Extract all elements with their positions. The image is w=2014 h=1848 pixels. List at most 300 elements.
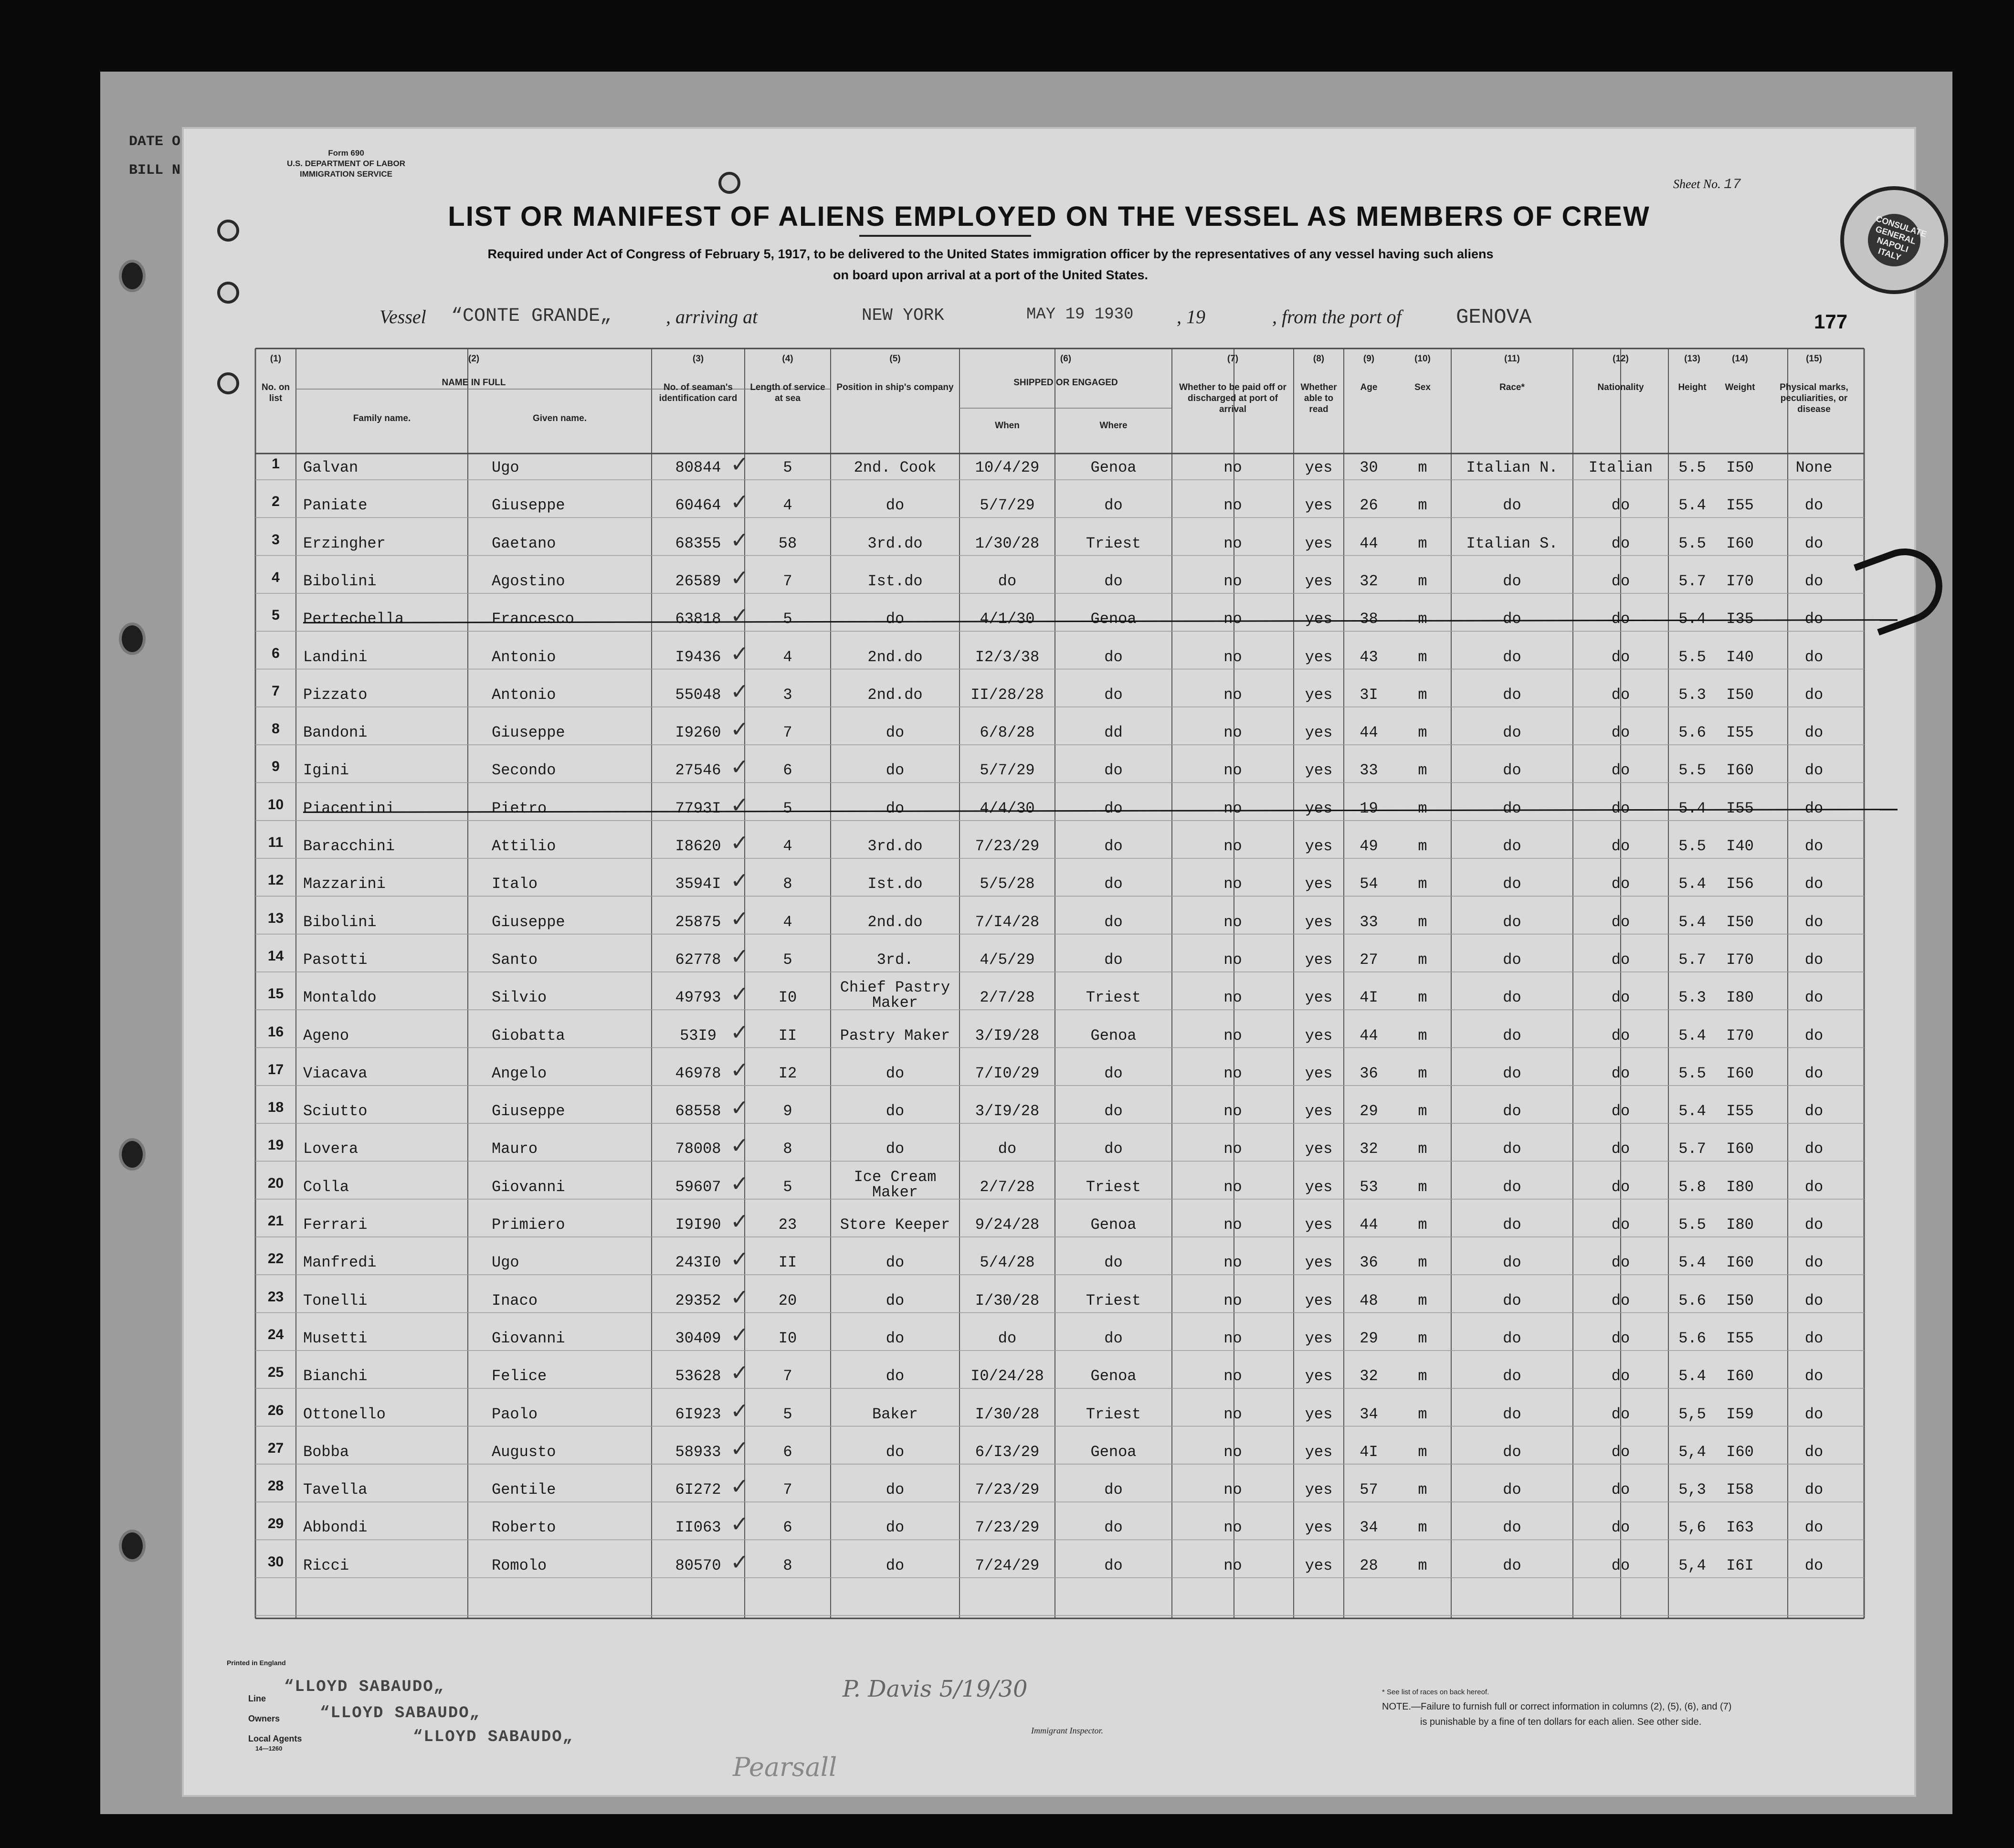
cell-position: Ice Cream Maker [854,1168,937,1201]
cell-position: do [886,1102,905,1120]
cell-where: do [1104,1519,1123,1537]
cell-nationality: do [1611,875,1630,893]
cell-marks: do [1804,534,1824,552]
cell-weight: I6I [1726,1556,1754,1574]
cell-no: 10 [267,796,284,813]
cell-height: 5.6 [1678,1291,1706,1309]
signature-pearsall: Pearsall [733,1752,837,1782]
cell-service: 7 [783,1367,792,1385]
cell-given: Gaetano [492,534,556,552]
cell-family: Ottonello [303,1405,386,1423]
back-sheet-date-stub: DATE O [129,134,181,150]
cell-family: Ageno [303,1026,349,1045]
cell-service: 20 [778,1291,797,1309]
cell-service: 5 [783,799,792,817]
cell-weight: I80 [1726,989,1754,1007]
cell-height: 5.4 [1678,610,1706,628]
column-number-c6: (6) [1060,354,1072,364]
cell-read: yes [1305,1026,1333,1045]
cell-marks: do [1804,1329,1824,1347]
cell-service: 58 [778,534,797,552]
cell-marks: do [1804,1216,1824,1234]
cell-position: 3rd.do [867,837,923,855]
cell-service: 8 [783,875,792,893]
cell-read: yes [1305,950,1333,969]
cell-marks: do [1804,1481,1824,1499]
cell-age: 29 [1360,1102,1378,1120]
cell-card: I9436 [675,648,721,666]
cell-service: 5 [783,1405,792,1423]
cell-paid: no [1223,1140,1242,1158]
cell-height: 5.7 [1678,950,1706,969]
cell-read: yes [1305,1102,1333,1120]
cell-card: I8620 [675,837,721,855]
cell-when: I0/24/28 [970,1367,1044,1385]
cell-sex: m [1418,913,1427,931]
cell-age: 44 [1360,724,1378,742]
cell-no: 30 [267,1553,284,1570]
punch-hole-icon [122,1141,143,1168]
cell-nationality: do [1611,1329,1630,1347]
printed-in: Printed in England [227,1659,286,1667]
cell-given: Ugo [492,459,519,476]
from-port-label: , from the port of [1272,306,1402,327]
subtitle-line-1: Required under Act of Congress of February 5, 1917, to be delivered to the United States immigration officer by the representatives of any vessel having such aliens [487,247,1494,261]
cell-age: 48 [1360,1291,1378,1309]
checkmark-icon: ✓ [730,1360,749,1386]
cell-family: Galvan [303,459,359,476]
cell-race: do [1503,1405,1521,1423]
cell-race: do [1503,1178,1521,1196]
cell-card: 53628 [675,1367,721,1385]
cell-nationality: do [1611,496,1630,515]
cell-age: 57 [1360,1481,1378,1499]
vessel-name: “CONTE GRANDE„ [451,306,612,327]
cell-service: 5 [783,950,792,969]
cell-weight: I60 [1726,1367,1754,1385]
cell-height: 5,4 [1678,1556,1706,1574]
cell-read: yes [1305,1178,1333,1196]
cell-nationality: do [1611,799,1630,817]
cell-family: Tavella [303,1481,368,1499]
cell-when: 4/1/30 [980,610,1035,628]
cell-given: Silvio [492,989,547,1007]
cell-nationality: do [1611,1254,1630,1272]
cell-no: 26 [267,1402,284,1418]
cell-position: do [886,724,905,742]
cell-sex: m [1418,1329,1427,1347]
checkmark-icon: ✓ [730,867,749,894]
cell-card: I9260 [675,724,721,742]
cell-given: Mauro [492,1140,538,1158]
cell-age: 34 [1360,1405,1378,1423]
cell-position: Pastry Maker [840,1026,950,1045]
column-number-c4: (4) [782,354,793,364]
cell-no: 9 [272,759,280,775]
cell-service: 6 [783,1443,792,1461]
cell-no: 19 [267,1137,284,1153]
punch-hole-icon [122,1532,143,1559]
cell-family: Bandoni [303,724,368,742]
cell-sex: m [1418,686,1427,704]
cell-weight: I63 [1726,1519,1754,1537]
cell-nationality: do [1611,724,1630,742]
cell-where: do [1104,1102,1123,1120]
cell-when: 5/5/28 [980,875,1035,893]
cell-position: do [886,610,905,628]
column-header-when: When [995,421,1020,431]
column-header-c3: No. of seaman's identification card [659,382,738,403]
cell-when: I/30/28 [975,1405,1040,1423]
cell-race: do [1503,1026,1521,1045]
cell-card: 243I0 [675,1254,721,1272]
column-header-c2: NAME IN FULL [442,378,506,388]
cell-weight: I50 [1726,686,1754,704]
cell-nationality: do [1611,1556,1630,1574]
cell-height: 5.5 [1678,1216,1706,1234]
owners-value: “LLOYD SABAUDO„ [320,1704,481,1722]
cell-read: yes [1305,1329,1333,1347]
cell-card: 78008 [675,1140,721,1158]
cell-card: 55048 [675,686,721,704]
cell-when: 7/23/29 [975,837,1040,855]
cell-paid: no [1223,1405,1242,1423]
cell-service: 4 [783,648,792,666]
cell-when: I/30/28 [975,1291,1040,1309]
cell-marks: do [1804,761,1824,780]
cell-family: Manfredi [303,1254,377,1272]
checkmark-icon: ✓ [730,1208,749,1234]
cell-given: Giuseppe [492,1102,565,1120]
cell-age: 53 [1360,1178,1378,1196]
cell-nationality: do [1611,913,1630,931]
cell-no: 4 [272,569,280,585]
cell-age: 33 [1360,913,1378,931]
cell-read: yes [1305,1443,1333,1461]
cell-weight: I56 [1726,875,1754,893]
cell-service: 4 [783,496,792,515]
cell-no: 21 [267,1213,284,1229]
cell-sex: m [1418,1254,1427,1272]
cell-race: Italian S. [1466,534,1558,552]
cell-given: Santo [492,950,538,969]
cell-no: 25 [267,1364,284,1381]
cell-card: 25875 [675,913,721,931]
fine-note-1: NOTE.—Failure to furnish full or correct information in columns (2), (5), (6), and (7) [1382,1701,1732,1712]
cell-marks: do [1804,837,1824,855]
cell-no: 27 [267,1440,284,1456]
cell-when: 2/7/28 [980,1178,1035,1196]
races-note: * See list of races on back hereof. [1382,1688,1489,1696]
cell-weight: I60 [1726,534,1754,552]
checkmark-icon: ✓ [730,1132,749,1159]
cell-service: 5 [783,1178,792,1196]
cell-when: do [998,1140,1017,1158]
cell-no: 13 [267,910,284,926]
cell-service: 5 [783,610,792,628]
cell-family: Abbondi [303,1519,368,1537]
cell-marks: do [1804,572,1824,590]
document-title: LIST OR MANIFEST OF ALIENS EMPLOYED ON THE VESSEL AS MEMBERS OF CREW [448,201,1650,232]
cell-where: do [1104,1140,1123,1158]
cell-position: do [886,1481,905,1499]
cell-race: do [1503,875,1521,893]
cell-position: do [886,1519,905,1537]
cell-no: 7 [272,683,280,699]
checkmark-icon: ✓ [730,981,749,1007]
cell-family: Colla [303,1178,349,1196]
fine-note-2: is punishable by a fine of ten dollars for each alien. See other side. [1420,1717,1702,1727]
cell-nationality: do [1611,950,1630,969]
cell-card: 63818 [675,610,721,628]
cell-age: 32 [1360,1140,1378,1158]
cell-no: 3 [272,531,280,548]
column-number-c10: (10) [1414,354,1431,364]
inspector-signature: P. Davis 5/19/30 [843,1676,1028,1702]
cell-family: Sciutto [303,1102,368,1120]
checkmark-icon: ✓ [730,527,749,553]
cell-height: 5.3 [1678,686,1706,704]
cell-height: 5.8 [1678,1178,1706,1196]
checkmark-icon: ✓ [730,678,749,704]
cell-nationality: do [1611,686,1630,704]
cell-weight: I60 [1726,1443,1754,1461]
cell-height: 5.3 [1678,989,1706,1007]
cell-service: 7 [783,1481,792,1499]
owners-label: Owners [248,1714,280,1723]
cell-read: yes [1305,648,1333,666]
cell-read: yes [1305,837,1333,855]
cell-paid: no [1223,1064,1242,1082]
cell-weight: I55 [1726,1102,1754,1120]
column-header-c4: Length of service at sea [750,382,825,403]
cell-marks: do [1804,1178,1824,1196]
cell-nationality: do [1611,572,1630,590]
cell-family: Mazzarini [303,875,386,893]
column-header-c9: Age [1360,382,1378,392]
cell-sex: m [1418,837,1427,855]
punch-hole-icon [122,263,143,289]
cell-age: 34 [1360,1519,1378,1537]
cell-position: Store Keeper [840,1216,950,1234]
cell-height: 5,4 [1678,1443,1706,1461]
cell-sex: m [1418,534,1427,552]
checkmark-icon: ✓ [730,640,749,666]
cell-height: 5.5 [1678,648,1706,666]
cell-given: Francesco [492,610,574,628]
cell-sex: m [1418,989,1427,1007]
cell-weight: I55 [1726,496,1754,515]
cell-family: Pasotti [303,950,368,969]
cell-where: do [1104,1329,1123,1347]
cell-nationality: do [1611,1102,1630,1120]
column-number-c1: (1) [270,354,282,364]
cell-height: 5.4 [1678,1254,1706,1272]
cell-weight: I70 [1726,950,1754,969]
cell-service: 8 [783,1556,792,1574]
cell-position: 2nd.do [867,648,923,666]
cell-family: Ferrari [303,1216,368,1234]
cell-family: Pizzato [303,686,368,704]
cell-given: Antonio [492,648,556,666]
cell-sex: m [1418,1140,1427,1158]
cell-weight: I35 [1726,610,1754,628]
cell-given: Felice [492,1367,547,1385]
cell-race: do [1503,1140,1521,1158]
cell-race: do [1503,1064,1521,1082]
cell-height: 5.5 [1678,534,1706,552]
cell-when: 6/8/28 [980,724,1035,742]
column-number-c8: (8) [1313,354,1325,364]
column-number-c14: (14) [1732,354,1748,364]
cell-height: 5,3 [1678,1481,1706,1499]
cell-family: Ricci [303,1556,349,1574]
cell-weight: I50 [1726,913,1754,931]
cell-card: 80570 [675,1556,721,1574]
cell-paid: no [1223,1443,1242,1461]
form-service: IMMIGRATION SERVICE [300,169,392,179]
cell-card: 53I9 [680,1026,717,1045]
cell-race: do [1503,1254,1521,1272]
cell-race: do [1503,1481,1521,1499]
cell-position: Baker [872,1405,918,1423]
cell-paid: no [1223,534,1242,552]
cell-paid: no [1223,913,1242,931]
cell-paid: no [1223,1519,1242,1537]
cell-race: do [1503,1329,1521,1347]
cell-height: 5.4 [1678,799,1706,817]
column-header-where: Where [1099,421,1128,431]
checkmark-icon: ✓ [730,1284,749,1310]
form-department: U.S. DEPARTMENT OF LABOR [286,159,406,168]
checkmark-icon: ✓ [730,1246,749,1272]
cell-height: 5,6 [1678,1519,1706,1537]
cell-when: 1/30/28 [975,534,1040,552]
origin-port: GENOVA [1456,306,1532,329]
cell-service: I0 [778,1329,797,1347]
cell-when: 7/I0/29 [975,1064,1040,1082]
cell-card: 59607 [675,1178,721,1196]
cell-race: do [1503,496,1521,515]
cell-card: 6I272 [675,1481,721,1499]
cell-sex: m [1418,459,1427,476]
cell-age: 33 [1360,761,1378,780]
cell-given: Giuseppe [492,496,565,515]
cell-read: yes [1305,1064,1333,1082]
cell-nationality: do [1611,534,1630,552]
cell-card: I9I90 [675,1216,721,1234]
cell-given: Romolo [492,1556,547,1574]
inspector-label: Immigrant Inspector. [1031,1726,1103,1735]
cell-paid: no [1223,686,1242,704]
cell-no: 1 [272,456,280,472]
cell-no: 6 [272,645,280,661]
cell-sex: m [1418,724,1427,742]
cell-service: 7 [783,724,792,742]
cell-sex: m [1418,610,1427,628]
cell-given: Angelo [492,1064,547,1082]
cell-marks: do [1804,1405,1824,1423]
cell-position: do [886,496,905,515]
cell-read: yes [1305,534,1333,552]
cell-sex: m [1418,1405,1427,1423]
cell-read: yes [1305,875,1333,893]
cell-weight: I80 [1726,1178,1754,1196]
cell-service: 7 [783,572,792,590]
cell-where: do [1104,1481,1123,1499]
cell-age: 54 [1360,875,1378,893]
line-value: “LLOYD SABAUDO„ [284,1678,445,1696]
cell-where: Genoa [1090,1026,1137,1045]
arrival-port: NEW YORK [862,306,944,325]
cell-height: 5.5 [1678,459,1706,476]
cell-read: yes [1305,1367,1333,1385]
sheet-number-value: 17 [1724,177,1741,193]
cell-marks: do [1804,1291,1824,1309]
cell-sex: m [1418,950,1427,969]
cell-nationality: do [1611,1291,1630,1309]
cell-paid: no [1223,496,1242,515]
cell-read: yes [1305,1291,1333,1309]
column-header-c6: SHIPPED OR ENGAGED [1013,378,1118,388]
cell-paid: no [1223,572,1242,590]
cell-age: 36 [1360,1254,1378,1272]
column-header-given-name: Given name. [533,413,587,423]
cell-card: 26589 [675,572,721,590]
cell-given: Inaco [492,1291,538,1309]
cell-read: yes [1305,572,1333,590]
cell-read: yes [1305,989,1333,1007]
cell-no: 12 [267,872,284,888]
cell-height: 5.6 [1678,724,1706,742]
cell-weight: I58 [1726,1481,1754,1499]
checkmark-icon: ✓ [730,754,749,780]
cell-paid: no [1223,761,1242,780]
cell-nationality: do [1611,1064,1630,1082]
punch-hole-icon [122,625,143,652]
cell-nationality: do [1611,989,1630,1007]
cell-height: 5.4 [1678,1102,1706,1120]
cell-service: 9 [783,1102,792,1120]
checkmark-icon: ✓ [730,564,749,591]
cell-read: yes [1305,686,1333,704]
checkmark-icon: ✓ [730,489,749,515]
cell-marks: do [1804,989,1824,1007]
vessel-label: Vessel [380,306,426,327]
cell-family: Igini [303,761,349,780]
cell-sex: m [1418,761,1427,780]
cell-where: Genoa [1090,459,1137,476]
cell-where: do [1104,761,1123,780]
cell-marks: do [1804,1254,1824,1272]
checkmark-icon: ✓ [730,451,749,477]
cell-weight: I70 [1726,572,1754,590]
column-header-family-name: Family name. [353,413,411,423]
cell-given: Agostino [492,572,565,590]
cell-where: do [1104,1064,1123,1082]
cell-service: 8 [783,1140,792,1158]
cell-where: dd [1104,724,1123,742]
cell-family: Paniate [303,496,368,515]
cell-no: 11 [268,834,284,850]
cell-when: 4/5/29 [980,950,1035,969]
cell-race: do [1503,837,1521,855]
cell-where: do [1104,950,1123,969]
cell-read: yes [1305,913,1333,931]
cell-nationality: do [1611,761,1630,780]
cell-marks: do [1804,1443,1824,1461]
cell-read: yes [1305,1405,1333,1423]
